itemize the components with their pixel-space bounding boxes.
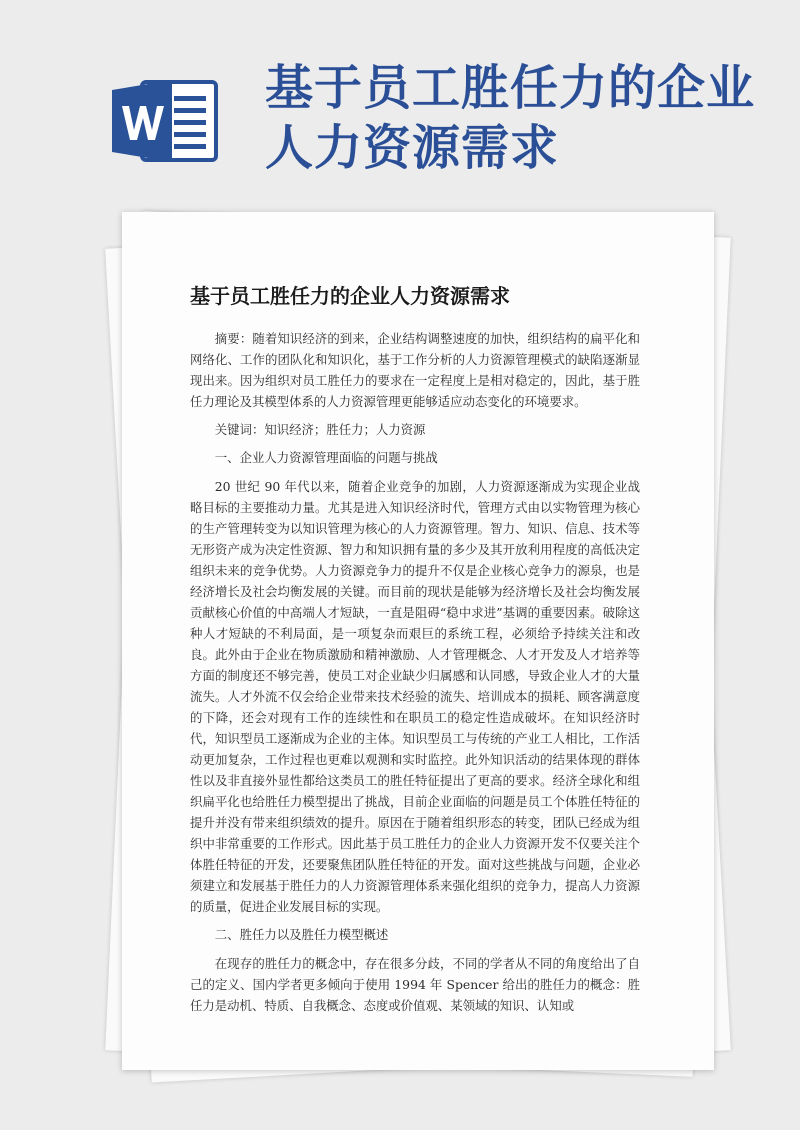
word-document-icon [112,78,224,164]
keywords-line: 关键词：知识经济；胜任力；人力资源 [214,422,426,437]
section2-heading: 二、胜任力以及胜任力模型概述 [214,927,389,942]
document-title: 基于员工胜任力的企业人力资源需求 [190,284,510,308]
section2-paragraph: 在现存的胜任力的概念中，存在很多分歧，不同的学者从不同的角度给出了自己的定义、国内学者更多倾向于使用 1994 年 Spencer 给出的胜任力的概念：胜任力是动机、特质、自我概念、态度或价值观、某领域的知识、认知或 [190,956,640,1013]
banner-title-line2: 人力资源需求 [265,120,560,176]
banner-title-line1: 基于员工胜任力的企业 [265,60,756,116]
banner-title [265,58,765,178]
banner [0,0,800,200]
document-body [190,328,640,1016]
section1-heading: 一、企业人力资源管理面临的问题与挑战 [214,450,438,465]
abstract-paragraph: 摘要：随着知识经济的到来，企业结构调整速度的加快，组织结构的扁平化和网络化、工作的团队化和知识化，基于工作分析的人力资源管理模式的缺陷逐渐显现出来。因为组织对员工胜任力的要求在一定程度上是相对稳定的，因此，基于胜任力理论及其模型体系的人力资源管理更能够适应动态变化的环境要求。 [190,331,640,409]
section1-paragraph: 20 世纪 90 年代以来，随着企业竞争的加剧，人力资源逐渐成为实现企业战略目标的主要推动力量。尤其是进入知识经济时代，管理方式由以实物管理为核心的生产管理转变为以知识管理为核心的人力资源管理。智力、知识、信息、技术等无形资产成为决定性资源、智力和知识拥有量的多少及其开放利用程度的高低决定组织未来的竞争优势。人力资源竞争力的提升不仅是企业核心竞争力的源泉，也是经济增长及社会均衡发展的关键。而目前的现状是能够为经济增长及社会均衡发展贡献核心价值的中高端人才短缺，一直是阻碍“稳中求进”基调的重要因素。破除这种人才短缺的不利局面，是一项复杂而艰巨的系统工程，必须给予持续关注和改良。此外由于企业在物质激励和精神激励、人才管理概念、人才开发及人才培养等方面的制度还不够完善，使员工对企业缺少归属感和认同感，导致企业人才的大量流失。人才外流不仅会给企业带来技术经验的流失、培训成本的损耗、顾客满意度的下降，还会对现有工作的连续性和在职员工的稳定性造成破坏。在知识经济时代，知识型员工逐渐成为企业的主体。知识型员工与传统的产业工人相比，工作活动更加复杂，工作过程也更难以观测和实时监控。此外知识活动的结果体现的群体性以及非直接外显性都给这类员工的胜任特征提出了更高的要求。经济全球化和组织扁平化也给胜任力模型提出了挑战，目前企业面临的问题是员工个体胜任特征的提升并没有带来组织绩效的提升。原因在于随着组织形态的转变，团队已经成为组织中非常重要的工作形式。因此基于员工胜任力的企业人力资源开发不仅要关注个体胜任特征的开发，还要聚焦团队胜任特征的开发。面对这些挑战与问题，企业必须建立和发展基于胜任力的人力资源管理体系来强化组织的竞争力，提高人力资源的质量，促进企业发展目标的实现。 [190,479,640,914]
